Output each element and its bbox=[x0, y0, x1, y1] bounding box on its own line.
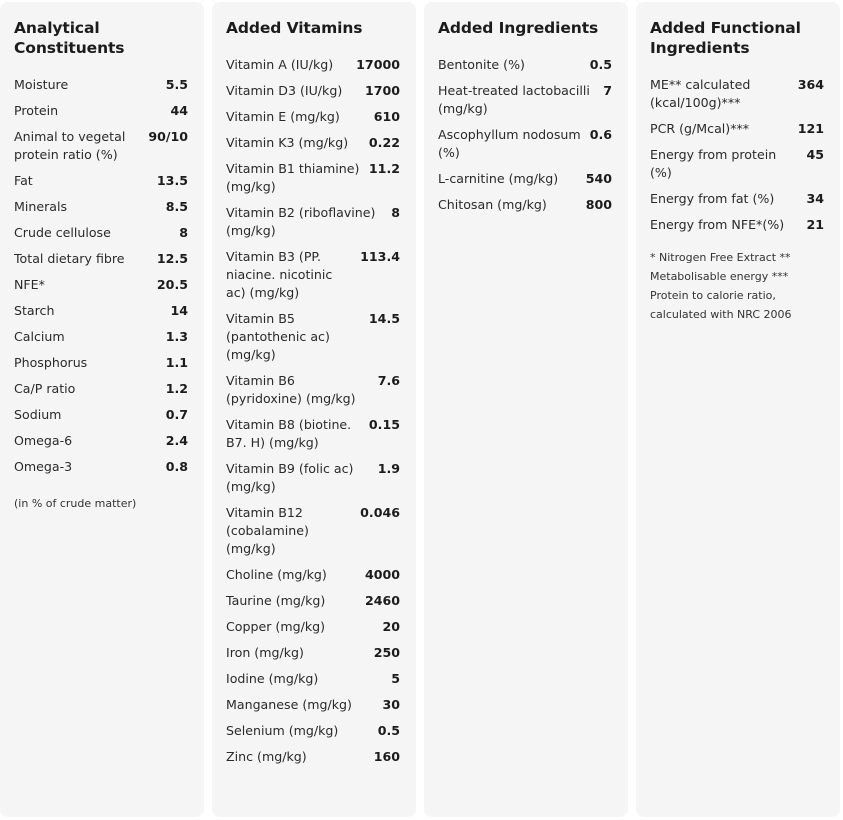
nutrient-label: Vitamin K3 (mg/kg) bbox=[226, 135, 349, 150]
nutrient-value: 1.1 bbox=[165, 355, 188, 370]
nutrient-value: 0.046 bbox=[360, 505, 400, 520]
nutrient-label: Vitamin B3 (PP. niacine. nicotinic ac) (mg/kg) bbox=[226, 249, 333, 300]
nutrient-label: Vitamin B12 (cobalamine) (mg/kg) bbox=[226, 505, 309, 556]
nutrient-row bbox=[226, 160, 400, 196]
nutrient-label: Vitamin D3 (IU/kg) bbox=[226, 83, 343, 98]
nutrient-label: Vitamin B5 (pantothenic ac) (mg/kg) bbox=[226, 311, 330, 362]
nutrient-label: Choline (mg/kg) bbox=[226, 567, 327, 582]
nutrient-label: Bentonite (%) bbox=[438, 57, 525, 72]
nutrient-value: 0.7 bbox=[165, 407, 188, 422]
nutrient-value: 0.6 bbox=[589, 127, 612, 142]
nutrient-label: Animal to vegetal protein ratio (%) bbox=[14, 129, 126, 162]
nutrient-row bbox=[14, 432, 188, 450]
functional-ingredients-panel bbox=[636, 2, 840, 817]
nutrient-row bbox=[226, 108, 400, 126]
nutrient-value: 160 bbox=[373, 749, 400, 764]
constituents-list bbox=[14, 76, 188, 476]
nutrient-label: Vitamin B8 (biotine. B7. H) (mg/kg) bbox=[226, 417, 352, 450]
analytical-constituents-panel bbox=[0, 2, 204, 817]
nutrient-label: Calcium bbox=[14, 329, 65, 344]
nutrient-row bbox=[226, 644, 400, 662]
nutrient-row bbox=[226, 696, 400, 714]
nutrient-row bbox=[438, 196, 612, 214]
nutrient-label: Protein bbox=[14, 103, 59, 118]
nutrient-value: 0.22 bbox=[368, 135, 400, 150]
nutrient-label: Iodine (mg/kg) bbox=[226, 671, 319, 686]
nutrient-label: Ascophyllum nodosum (%) bbox=[438, 127, 581, 160]
nutrient-value: 0.5 bbox=[589, 57, 612, 72]
nutrient-row bbox=[14, 406, 188, 424]
nutrient-value: 21 bbox=[806, 217, 824, 232]
nutrient-value: 5.5 bbox=[165, 77, 188, 92]
nutrient-row bbox=[226, 592, 400, 610]
nutrient-value: 364 bbox=[797, 77, 824, 92]
nutrient-value: 20 bbox=[382, 619, 400, 634]
nutrient-value: 1.3 bbox=[165, 329, 188, 344]
nutrient-value: 14.5 bbox=[368, 311, 400, 326]
nutrient-row bbox=[14, 380, 188, 398]
nutrient-label: Vitamin B2 (riboflavine) (mg/kg) bbox=[226, 205, 376, 238]
nutrient-value: 0.15 bbox=[368, 417, 400, 432]
nutrient-value: 13.5 bbox=[156, 173, 188, 188]
nutrient-value: 5 bbox=[391, 671, 400, 686]
nutrient-value: 0.8 bbox=[165, 459, 188, 474]
nutrient-row bbox=[650, 146, 824, 182]
nutrient-value: 0.5 bbox=[377, 723, 400, 738]
nutrient-value: 14 bbox=[170, 303, 188, 318]
nutrient-label: Minerals bbox=[14, 199, 68, 214]
nutrient-value: 7 bbox=[603, 83, 612, 98]
nutrient-value: 20.5 bbox=[156, 277, 188, 292]
nutrient-row bbox=[438, 170, 612, 188]
nutrient-label: Sodium bbox=[14, 407, 62, 422]
nutrient-row bbox=[226, 566, 400, 584]
footnote: (in % of crude matter) bbox=[14, 497, 137, 510]
nutrient-label: Vitamin B6 (pyridoxine) (mg/kg) bbox=[226, 373, 356, 406]
nutrient-value: 17000 bbox=[356, 57, 400, 72]
nutrient-label: Omega-6 bbox=[14, 433, 73, 448]
nutrient-row bbox=[14, 172, 188, 190]
nutrient-row bbox=[650, 120, 824, 138]
nutrient-value: 45 bbox=[806, 147, 824, 162]
nutrient-row bbox=[650, 76, 824, 112]
nutrient-label: Vitamin E (mg/kg) bbox=[226, 109, 340, 124]
nutrient-label: PCR (g/Mcal)*** bbox=[650, 121, 750, 136]
nutrient-label: ME** calculated (kcal/100g)*** bbox=[650, 77, 751, 110]
nutrient-label: Iron (mg/kg) bbox=[226, 645, 304, 660]
nutrient-label: Energy from NFE*(%) bbox=[650, 217, 785, 232]
nutrient-row bbox=[14, 458, 188, 476]
nutrient-value: 8 bbox=[391, 205, 400, 220]
nutrient-row bbox=[14, 250, 188, 268]
nutrient-value: 121 bbox=[797, 121, 824, 136]
nutrient-row bbox=[14, 76, 188, 94]
nutrient-label: Crude cellulose bbox=[14, 225, 111, 240]
nutrient-value: 250 bbox=[373, 645, 400, 660]
nutrient-value: 2460 bbox=[364, 593, 400, 608]
nutrient-row bbox=[14, 128, 188, 164]
ingredients-list bbox=[438, 56, 612, 214]
nutrient-label: Ca/P ratio bbox=[14, 381, 76, 396]
nutrient-label: Chitosan (mg/kg) bbox=[438, 197, 547, 212]
nutrient-row bbox=[14, 302, 188, 320]
panel-title: Analytical Constituents bbox=[14, 19, 125, 57]
nutrient-value: 800 bbox=[585, 197, 612, 212]
nutrient-row bbox=[226, 56, 400, 74]
nutrient-label: Phosphorus bbox=[14, 355, 88, 370]
panel-title: Added Vitamins bbox=[226, 19, 363, 37]
nutrient-row bbox=[650, 190, 824, 208]
added-ingredients-panel bbox=[424, 2, 628, 817]
nutrient-row bbox=[226, 460, 400, 496]
nutrient-value: 7.6 bbox=[377, 373, 400, 388]
nutrient-label: Heat-treated lactobacilli (mg/kg) bbox=[438, 83, 590, 116]
nutrient-row bbox=[650, 216, 824, 234]
footnote: * Nitrogen Free Extract ** Metabolisable energy *** Protein to calorie ratio, calculated with NRC 2006 bbox=[650, 251, 792, 321]
nutrient-label: Total dietary fibre bbox=[14, 251, 125, 266]
nutrient-label: Fat bbox=[14, 173, 33, 188]
nutrient-row bbox=[226, 248, 400, 302]
nutrient-label: Starch bbox=[14, 303, 55, 318]
nutrient-label: Copper (mg/kg) bbox=[226, 619, 326, 634]
vitamins-list bbox=[226, 56, 400, 766]
nutrient-value: 610 bbox=[373, 109, 400, 124]
nutrient-label: Manganese (mg/kg) bbox=[226, 697, 352, 712]
nutrient-label: Taurine (mg/kg) bbox=[226, 593, 326, 608]
nutrient-value: 2.4 bbox=[165, 433, 188, 448]
nutrient-value: 11.2 bbox=[368, 161, 400, 176]
nutrient-row bbox=[438, 82, 612, 118]
nutrient-row bbox=[226, 372, 400, 408]
nutrient-row bbox=[438, 126, 612, 162]
nutrient-value: 1.2 bbox=[165, 381, 188, 396]
nutrient-row bbox=[226, 618, 400, 636]
nutrient-value: 30 bbox=[382, 697, 400, 712]
nutrient-row bbox=[438, 56, 612, 74]
nutrient-label: Omega-3 bbox=[14, 459, 73, 474]
nutrient-row bbox=[14, 198, 188, 216]
panel-title: Added Functional Ingredients bbox=[650, 19, 801, 57]
nutrient-value: 4000 bbox=[364, 567, 400, 582]
nutrient-label: Vitamin B1 thiamine) (mg/kg) bbox=[226, 161, 360, 194]
nutrient-label: Vitamin A (IU/kg) bbox=[226, 57, 334, 72]
nutrient-value: 44 bbox=[170, 103, 188, 118]
nutrient-row bbox=[226, 722, 400, 740]
nutrient-value: 113.4 bbox=[360, 249, 400, 264]
nutrient-row bbox=[226, 670, 400, 688]
nutrient-label: Energy from protein (%) bbox=[650, 147, 777, 180]
nutrient-row bbox=[226, 134, 400, 152]
nutrient-row bbox=[14, 224, 188, 242]
nutrient-label: L-carnitine (mg/kg) bbox=[438, 171, 559, 186]
nutrient-value: 8 bbox=[179, 225, 188, 240]
nutrient-row bbox=[14, 102, 188, 120]
nutrient-value: 8.5 bbox=[165, 199, 188, 214]
nutrient-row bbox=[226, 310, 400, 364]
nutrient-row bbox=[226, 416, 400, 452]
nutrient-row bbox=[226, 748, 400, 766]
nutrient-value: 1.9 bbox=[377, 461, 400, 476]
nutrient-value: 90/10 bbox=[148, 129, 188, 144]
nutrient-value: 12.5 bbox=[156, 251, 188, 266]
added-vitamins-panel bbox=[212, 2, 416, 817]
nutrient-row bbox=[14, 276, 188, 294]
nutrient-value: 1700 bbox=[364, 83, 400, 98]
nutrient-value: 34 bbox=[806, 191, 824, 206]
nutrient-label: NFE* bbox=[14, 277, 45, 292]
nutrient-row bbox=[226, 504, 400, 558]
nutrient-label: Moisture bbox=[14, 77, 69, 92]
nutrient-row bbox=[226, 204, 400, 240]
nutrient-label: Selenium (mg/kg) bbox=[226, 723, 339, 738]
nutrient-label: Energy from fat (%) bbox=[650, 191, 775, 206]
nutrient-label: Zinc (mg/kg) bbox=[226, 749, 307, 764]
nutrient-row bbox=[14, 328, 188, 346]
functional-list bbox=[650, 76, 824, 234]
nutrient-value: 540 bbox=[585, 171, 612, 186]
nutrient-row bbox=[226, 82, 400, 100]
nutrient-label: Vitamin B9 (folic ac) (mg/kg) bbox=[226, 461, 354, 494]
nutrient-row bbox=[14, 354, 188, 372]
panel-title: Added Ingredients bbox=[438, 19, 599, 37]
